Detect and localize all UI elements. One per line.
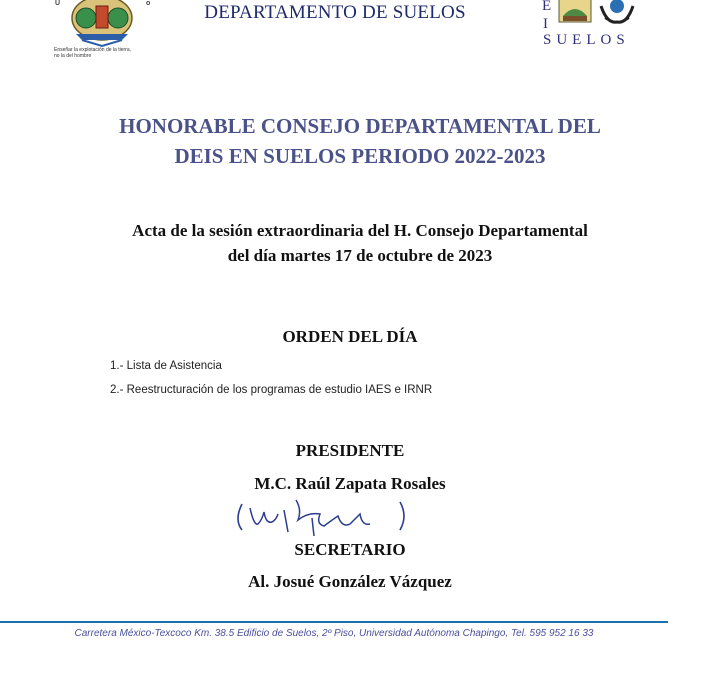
university-logo: [52, 0, 152, 62]
department-heading: DEPARTAMENTO DE SUELOS: [204, 2, 466, 23]
session-description-line-2: del día martes 17 de octubre de 2023: [227, 246, 493, 265]
secretary-name: Al. Josué González Vázquez: [248, 572, 452, 591]
logo-side-letter-right: o: [146, 0, 151, 7]
agenda-item: 1.- Lista de Asistencia: [110, 360, 222, 372]
session-description-line-1: Acta de la sesión extraordinaria del H. Consejo Departamental: [132, 221, 588, 240]
president-role: PRESIDENTE: [295, 441, 405, 460]
university-seal-icon: [52, 0, 152, 48]
handwritten-signature: [228, 490, 428, 538]
agenda-item: 2.- Reestructuración de los programas de estudio IAES e IRNR: [110, 384, 433, 396]
suelos-emblem-icon: [557, 0, 652, 28]
deis-suelos-logo: [535, 0, 655, 52]
council-title-line-1: HONORABLE CONSEJO DEPARTAMENTAL DEL: [119, 114, 601, 138]
footer-address: Carretera México-Texcoco Km. 38.5 Edificio de Suelos, 2º Piso, Universidad Autónoma Chapingo, Tel. 595 952 16 33: [74, 628, 594, 639]
president-name: M.C. Raúl Zapata Rosales: [254, 474, 446, 493]
logo-word-suelos: SUELOS: [543, 32, 630, 48]
session-description: [40, 218, 680, 268]
secretary-role: SECRETARIO: [294, 540, 406, 559]
logo-side-letter-left: U: [55, 0, 61, 7]
council-title: [40, 111, 680, 171]
logo-letter-e: E: [542, 0, 552, 14]
council-title-line-2: DEIS EN SUELOS PERIODO 2022-2023: [174, 144, 546, 168]
agenda-title: ORDEN DEL DÍA: [282, 327, 418, 346]
footer-divider: [0, 621, 668, 623]
logo-letter-i: I: [543, 16, 548, 32]
logo-motto: Enseñar la explotación de la tierra, no la del hombre: [54, 47, 131, 59]
agenda-list: [110, 359, 432, 407]
